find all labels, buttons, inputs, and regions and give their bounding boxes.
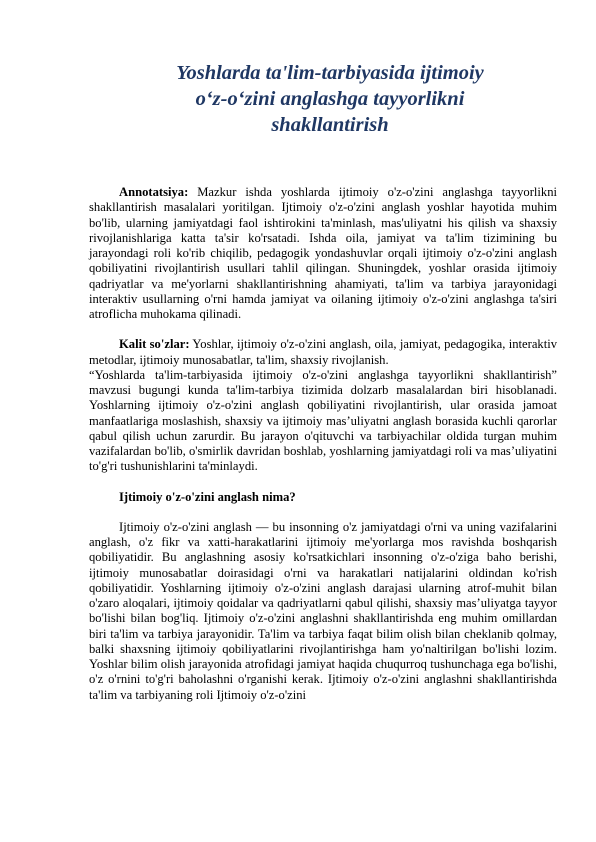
keywords-paragraph: [89, 337, 557, 368]
abstract-label: Annotatsiya:: [119, 185, 189, 199]
document-title: [120, 60, 540, 138]
keywords-text: Yoshlar, ijtimoiy o'z-o'zini anglash, oila, jamiyat, pedagogika, interaktiv metodlar, ijtimoiy munosabatlar, ta'lim, shaxsiy rivojlanish.: [89, 337, 557, 367]
title-line-2: o‘z-o‘zini anglashga tayyorlikni: [195, 88, 465, 110]
section-body-paragraph: Ijtimoiy o'z-o'zini anglash — bu insonning o'z jamiyatdagi o'rni va uning vazifalarini anglash, o'z fikr va xatti-harakatlarini ijtimoiy me'yorlarga mos ravishda boshqarish qobiliyatidir. Bu anglashning asosiy ko'rsatkichlari insonning o'z-o'ziga baho berishi, ijtimoiy munosabatlar doirasidagi o'rni va harakatlari natijalarini oldindan ko'rish qobiliyatidir. Yoshlarning ijtimoiy o'z-o'zini anglash darajasi ularning atrof-muhit bilan o'zaro aloqalari, ijtimoiy qoidalar va qadriyatlarni qabul qilishi, shaxsiy mas’uliyatga tayyor bo'lishi bilan bog'liq. Ijtimoiy o'z-o'zini anglashni shakllantirishda eng muhim omillardan biri ta'lim va tarbiya jarayonidir. Ta'lim va tarbiya faqat bilim olish bilan cheklanib qolmay, balki shaxsning ijtimoiy qobiliyatlarini rivojlantirishga ham yo'naltirilgan bo'lishi lozim. Yoshlar bilim olish jarayonida atrofidagi jamiyat haqida chuqurroq tushunchaga ega bo'lishi, o'z o'rnini to'g'ri baholashni o'rganishi kerak. Ijtimoiy o'z-o'zini anglashni shakllantirishda ta'lim va tarbiyaning roli Ijtimoiy o'z-o'zini: [89, 519, 557, 702]
title-line-3: shakllantirish: [271, 114, 389, 136]
title-line-1: Yoshlarda ta'lim-tarbiyasida ijtimoiy: [176, 62, 484, 84]
section-heading: Ijtimoiy o'z-o'zini anglash nima?: [119, 489, 296, 504]
abstract-text: Mazkur ishda yoshlarda ijtimoiy o'z-o'zini anglashga tayyorlikni shakllantirish masalalari yoritilgan. Ijtimoiy o'z-o'zini anglash yoshlar hayotida muhim bo'lib, ularning jamiyatdagi faol ishtirokini ta'minlash, mas'uliyatni his qilish va shaxsiy rivojlanishlariga katta ta'sir ko'rsatadi. Ishda oila, jamiyat va ta'lim tizimining bu jarayondagi roli ko'rib chiqilib, pedagogik yondashuvlar orqali ijtimoiy o'z-o'zini anglash qobiliyatini rivojlantirish usullari tahlil qilingan. Shuningdek, yoshlar orasida ijtimoiy qadriyatlar va me'yorlarni shakllantirishning ahamiyati, ta'lim va tarbiya jarayonidagi interaktiv usullarning o'rni hamda jamiyat va oilaning ijtimoiy o'z-o'zini anglashga ta'siri atroflicha muhokama qilinadi.: [89, 185, 557, 321]
document-body: [89, 185, 557, 703]
intro-paragraph: “Yoshlarda ta'lim-tarbiyasida ijtimoiy o'z-o'zini anglashga tayyorlikni shakllantirish” mavzusi bugungi kunda ta'lim-tarbiya tizimida dolzarb masalalardan biri hisoblanadi. Yoshlarning ijtimoiy o'z-o'zini anglash qobiliyatini rivojlantirish, ular orasida jamoat manfaatlariga moslashish, shaxsiy va ijtimoiy mas’uliyatni anglash borasida kuchli qarorlar qabul qilish uchun zarurdir. Bu jarayon o'qituvchi va tarbiyachilar oldida turgan muhim vazifalardan bo'lib, o'smirlik davridan boshlab, yoshlarning jamiyatdagi roli va mas’uliyatini to'g'ri tushunishlarini ta'minlaydi.: [89, 367, 557, 474]
abstract-paragraph: [89, 185, 557, 322]
keywords-label: Kalit so'zlar:: [119, 337, 190, 352]
